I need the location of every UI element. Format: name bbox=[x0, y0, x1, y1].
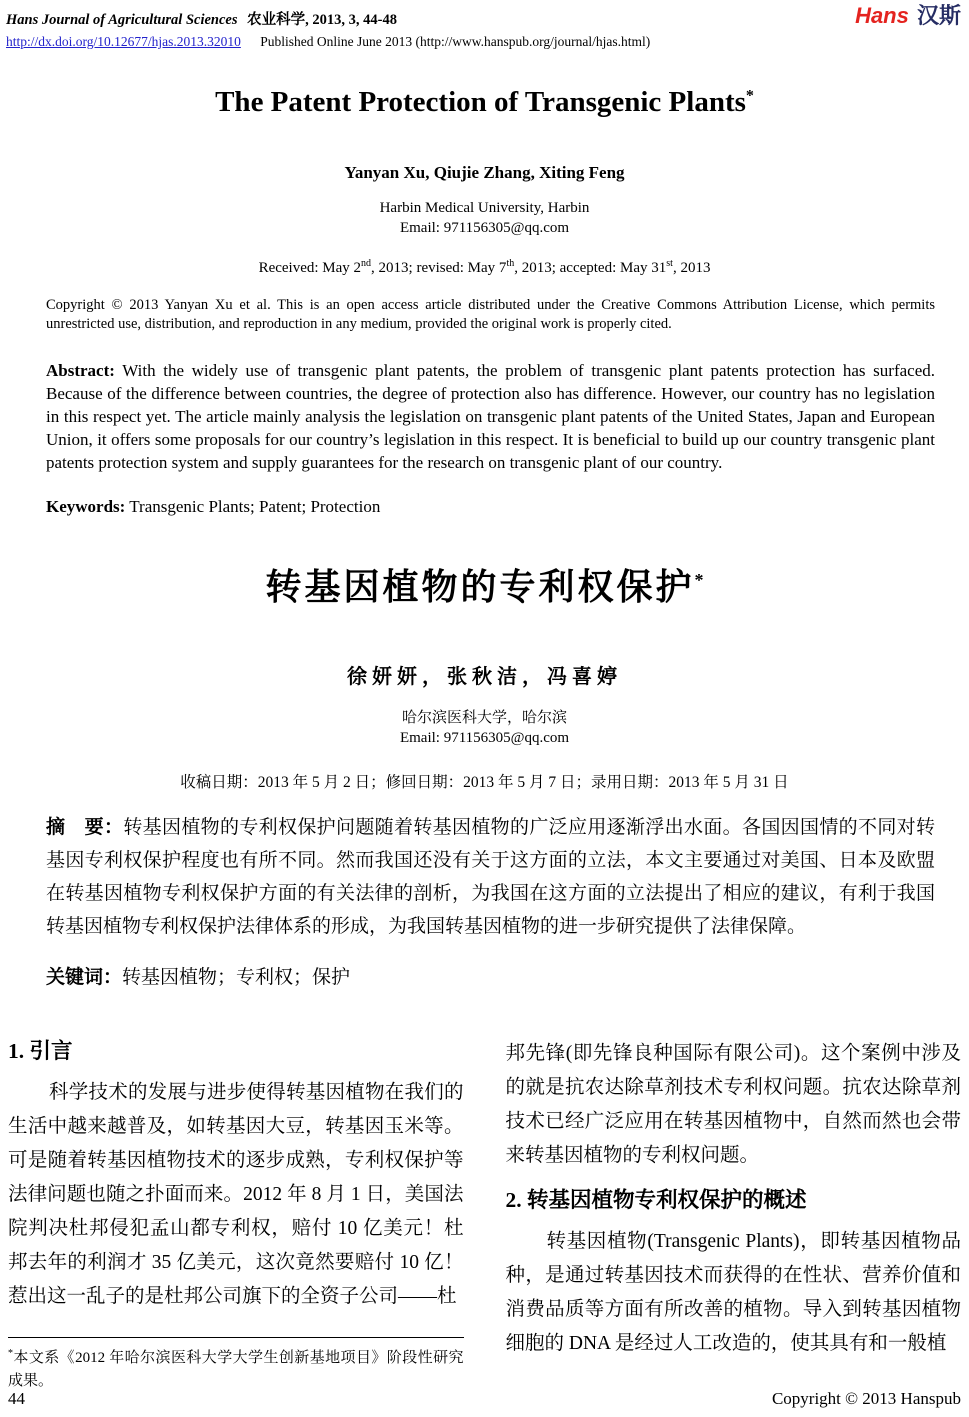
english-title bbox=[0, 86, 969, 119]
left-column bbox=[8, 1037, 464, 1393]
received-ordinal: nd bbox=[361, 258, 372, 269]
hans-logo bbox=[855, 5, 961, 27]
keywords-cn bbox=[46, 962, 935, 989]
footer-copyright: Copyright © 2013 Hanspub bbox=[771, 1389, 961, 1408]
abstract-cn-text: 转基因植物的专利权保护问题随着转基因植物的广泛应用逐渐浮出水面。各国因国情的不同对转基因专利权保护程度也有所不同。然而我国还没有关于这方面的立法，本文主要通过对美国、日本及欧盟在转基因植物专利权保护方面的有关法律的剖析，为我国在这方面的立法提出了相应的建议，有利于我国转基因植物专利权保护法律体系的形成，为我国转基因植物的进一步研究提供了法律保障。 bbox=[46, 817, 935, 937]
right-column bbox=[506, 1037, 962, 1393]
title-asterisk: * bbox=[745, 87, 754, 105]
authors-cn: 徐妍妍，张秋洁，冯喜婷 bbox=[347, 666, 622, 688]
authors-en: Yanyan Xu, Qiujie Zhang, Xiting Feng bbox=[344, 163, 625, 182]
received-part: , 2013; accepted: May 31 bbox=[514, 260, 667, 276]
published-note: Published Online June 2013 (http://www.hanspub.org/journal/hjas.html) bbox=[260, 34, 651, 49]
page-number: 44 bbox=[8, 1389, 25, 1408]
email-en: Email: 971156305@qq.com bbox=[399, 220, 570, 236]
intro-paragraph: 科学技术的发展与进步使得转基因植物在我们的生活中越来越普及，如转基因大豆，转基因玉米等。可是随着转基因植物技术的逐步成熟，专利权保护等法律问题也随之扑面而来。2012 年 8 月 1 日，美国法院判决杜邦侵犯孟山都专利权，赔付 10 亿美元！杜邦去年的利润才 35 亿美元，这次竟然要赔付 10 亿！惹出这一乱子的是杜邦公司旗下的全资子公司——杜 bbox=[8, 1082, 464, 1307]
received-ordinal: th bbox=[506, 258, 515, 269]
page-footer bbox=[8, 1389, 961, 1409]
doi-link[interactable]: http://dx.doi.org/10.12677/hjas.2013.32010 bbox=[6, 34, 241, 49]
keywords-cn-text: 转基因植物；专利权；保护 bbox=[122, 967, 351, 988]
chinese-front-matter bbox=[0, 559, 969, 989]
abstract-cn-label: 摘 要： bbox=[46, 817, 124, 838]
chinese-title-text: 转基因植物的专利权保护 bbox=[265, 567, 695, 607]
hans-logo-latin: Hans bbox=[855, 3, 909, 28]
journal-title-cn: 农业科学, 2013, 3, 44-48 bbox=[247, 12, 397, 28]
continuation-paragraph: 邦先锋(即先锋良种国际有限公司)。这个案例中涉及的就是抗农达除草剂技术专利权问题。抗农达除草剂技术已经广泛应用在转基因植物中，自然而然也会带来转基因植物的专利权问题。 bbox=[505, 1043, 961, 1166]
english-front-matter bbox=[0, 86, 969, 517]
received-part: , 2013 bbox=[672, 260, 711, 276]
footnote-text: 本文系《2012 年哈尔滨医科大学大学生创新基地项目》阶段性研究成果。 bbox=[8, 1350, 464, 1389]
section-2-paragraph: 转基因植物(Transgenic Plants)，即转基因植物品种，是通过转基因技术而获得的在性状、营养价值和消费品质等方面有所改善的植物。导入到转基因植物细胞的 DNA 是经过人工改造的，使其具有和一般植 bbox=[505, 1231, 961, 1354]
footnote bbox=[8, 1337, 464, 1393]
email-cn: Email: 971156305@qq.com bbox=[399, 730, 570, 746]
doi-line bbox=[6, 34, 961, 50]
abstract-cn bbox=[46, 811, 935, 943]
received-part: Received: May 2 bbox=[258, 260, 362, 276]
chinese-title bbox=[0, 559, 969, 610]
body-columns bbox=[8, 1037, 961, 1393]
keywords-text: Transgenic Plants; Patent; Protection bbox=[125, 497, 381, 516]
hans-logo-cn: 汉斯 bbox=[916, 3, 961, 28]
section-1-heading: 1. 引言 bbox=[8, 1039, 73, 1063]
abstract-en bbox=[46, 359, 935, 474]
column-spacer bbox=[8, 1314, 464, 1337]
received-line-cn: 收稿日期：2013 年 5 月 2 日；修回日期：2013 年 5 月 7 日；录用日期：2013 年 5 月 31 日 bbox=[180, 774, 789, 791]
received-line-en bbox=[0, 258, 969, 277]
journal-title: Hans Journal of Agricultural Sciences bbox=[6, 12, 238, 28]
affiliation-en: Harbin Medical University, Harbin bbox=[379, 200, 590, 216]
keywords-cn-label: 关键词： bbox=[46, 967, 123, 988]
page-header bbox=[0, 0, 969, 50]
journal-line bbox=[6, 8, 961, 29]
abstract-label: Abstract: bbox=[46, 361, 115, 380]
keywords-en bbox=[46, 497, 935, 517]
keywords-label: Keywords: bbox=[46, 497, 126, 516]
section-2-heading: 2. 转基因植物专利权保护的概述 bbox=[505, 1188, 807, 1212]
footnote-marker: * bbox=[8, 1348, 13, 1359]
english-title-text: The Patent Protection of Transgenic Plants bbox=[215, 86, 746, 118]
received-ordinal: st bbox=[666, 258, 673, 269]
abstract-text: With the widely use of transgenic plant patents, the problem of transgenic plant patents protection has surfaced. Because of the difference between countries, the degree of protection also has difference. However, our country has no legislation in this respect yet. The article mainly analysis the legislation on transgenic plant patents of the United States, Japan and European Union, it offers some proposals for our country’s legislation in this respect. It is beneficial to build up our country transgenic plant patents protection system and supply guarantees for the research on transgenic plant of our country. bbox=[46, 361, 935, 472]
received-part: , 2013; revised: May 7 bbox=[371, 260, 507, 276]
affiliation-cn: 哈尔滨医科大学，哈尔滨 bbox=[401, 710, 567, 726]
chinese-title-asterisk: * bbox=[694, 570, 704, 590]
copyright-notice: Copyright © 2013 Yanyan Xu et al. This is an open access article distributed under the Creative Commons Attribution License, which permits unrestricted use, distribution, and reproduction in any medium, provided the original work is properly cited. bbox=[46, 297, 935, 332]
